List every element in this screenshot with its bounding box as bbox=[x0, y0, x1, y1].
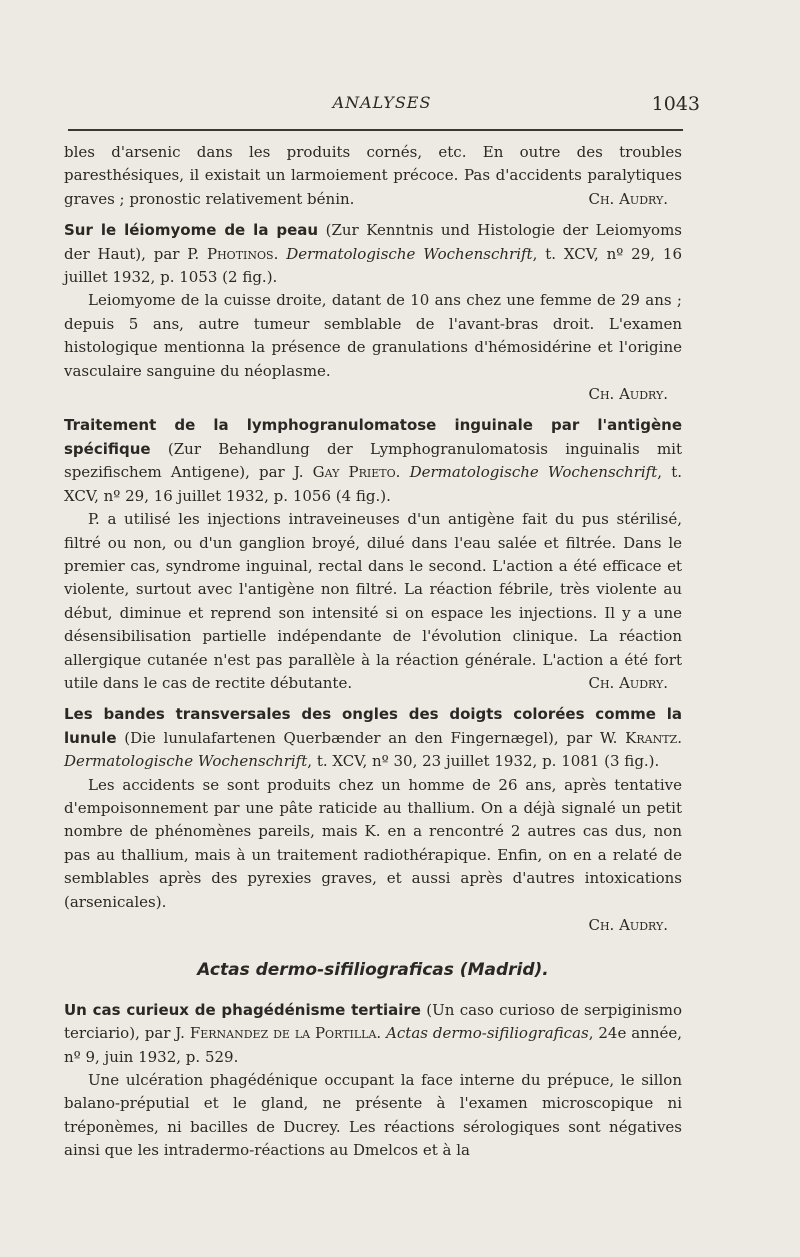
citation-text: (Un caso curioso de serpiginismo terciario), par J. bbox=[64, 1000, 682, 1043]
citation-details: , t. XCV, nº 30, 23 juillet 1932, p. 1081 (3 fig.). bbox=[307, 752, 660, 771]
article-entry bbox=[64, 999, 682, 1163]
author-name: Gay Prieto bbox=[312, 463, 396, 482]
header-rule bbox=[68, 129, 683, 131]
author-name: Fernandez de la Portilla bbox=[189, 1024, 377, 1043]
article-heading: Traitement de la lymphogranulomatose inguinale par l'antigène spécifique bbox=[64, 416, 682, 458]
article-body: Leiomyome de la cuisse droite, datant de 10 ans chez une femme de 29 ans ; depuis 5 ans, autre tumeur semblable de l'avant-bras droit. L'examen histologique mentionna la présence de granulations d'hémosidérine et l'origine vasculaire sanguine du néoplasme. bbox=[64, 291, 682, 380]
citation-separator: . bbox=[395, 463, 410, 482]
author-name: Photinos bbox=[206, 244, 274, 263]
citation-details: , t. XCV, nº 29, 16 juillet 1932, p. 1056 (4 fig.). bbox=[64, 463, 682, 505]
article-body-text: P. a utilisé les injections intraveineuses d'un antigène fait du pus stérilisé, filtré ou non, ou d'un ganglion broyé, dilué dans l'eau salée et filtrée. Dans le premier cas, syndrome inguinal, rectal dans le second. L'action a été efficace et violente, surtout avec l'antigène non filtré. La réaction fébrile, très violente au début, diminue et reprend son intensité si on espace les injections. Il y a une désensibilisation partielle indépendante de l'évolution clinique. La réaction allergique cutanée n'est pas parallèle à la réaction générale. L'action a été fort utile dans le cas de rectite débutante. bbox=[64, 510, 682, 692]
article-citation bbox=[64, 414, 682, 508]
article-entry bbox=[64, 414, 682, 695]
citation-details: , t. XCV, nº 29, 16 juillet 1932, p. 1053 (2 fig.). bbox=[64, 244, 682, 287]
article-body bbox=[64, 508, 682, 695]
journal-name: Dermatologische Wochenschrift bbox=[409, 463, 658, 482]
intro-paragraph bbox=[64, 141, 682, 211]
citation-text: (Die lunulafartenen Querbænder an den Fingernægel), par W. bbox=[116, 728, 626, 747]
article-signature: Ch. Audry. bbox=[588, 673, 668, 692]
intro-signature: Ch. Audry. bbox=[588, 189, 668, 208]
article-body: Une ulcération phagédénique occupant la face interne du prépuce, le sillon balano-préputial et le gland, ne présente à l'examen microscopique ni tréponèmes, ni bacilles de Ducrey. Les réactions sérologiques sont négatives ainsi que les intradermo-réactions au Dmelcos et à la bbox=[64, 1071, 682, 1160]
running-head bbox=[64, 93, 700, 121]
author-name: Krantz bbox=[625, 728, 678, 747]
intro-text: bles d'arsenic dans les produits cornés, etc. En outre des troubles paresthésiques, il existait un larmoiement précoce. Pas d'accidents paralytiques graves ; pronostic relativement bénin. bbox=[64, 143, 682, 208]
citation-text: (Zur Behandlung der Lymphogranulomatosis inguinalis mit spezifischem Antigene), par J. bbox=[64, 439, 682, 482]
citation-separator: . bbox=[677, 728, 682, 747]
article-entry bbox=[64, 219, 682, 406]
article-signature: Ch. Audry. bbox=[588, 916, 668, 934]
article-entry bbox=[64, 703, 682, 937]
article-citation bbox=[64, 999, 682, 1069]
article-heading: Les bandes transversales des ongles des doigts colorées comme la lunule bbox=[64, 705, 682, 747]
article-signature: Ch. Audry. bbox=[588, 385, 668, 404]
citation-details: , 24e année, nº 9, juin 1932, p. 529. bbox=[64, 1024, 682, 1066]
article-citation bbox=[64, 703, 682, 773]
article-body: Les accidents se sont produits chez un homme de 26 ans, après tentative d'empoisonnement par une pâte raticide au thallium. On a déjà signalé un petit nombre de phénomènes pareils, mais K. en a rencontré 2 autres cas dus, non pas au thallium, mais à un traitement radiothérapique. Enfin, on en a relaté de semblables après des pyrexies graves, et aussi après d'autres intoxications (arsenicales). bbox=[64, 775, 682, 911]
section-title: Actas dermo-sifiliograficas (Madrid). bbox=[197, 960, 549, 981]
journal-name: Dermatologische Wochenschrift bbox=[64, 752, 308, 771]
citation-separator: . bbox=[376, 1024, 387, 1043]
journal-name: Actas dermo-sifiliograficas bbox=[386, 1024, 589, 1043]
citation-text: (Zur Kenntnis und Histologie der Leiomyoms der Haut), par P. bbox=[64, 221, 682, 263]
article-heading: Sur le léiomyome de la peau bbox=[64, 221, 319, 240]
running-title: ANALYSES bbox=[332, 93, 432, 112]
article-column bbox=[64, 141, 682, 1163]
citation-separator: . bbox=[273, 244, 287, 263]
page-number: 1043 bbox=[651, 93, 700, 115]
article-heading: Un cas curieux de phagédénisme tertiaire bbox=[64, 1000, 421, 1019]
journal-name: Dermatologische Wochenschrift bbox=[286, 244, 533, 263]
article-citation bbox=[64, 219, 682, 289]
